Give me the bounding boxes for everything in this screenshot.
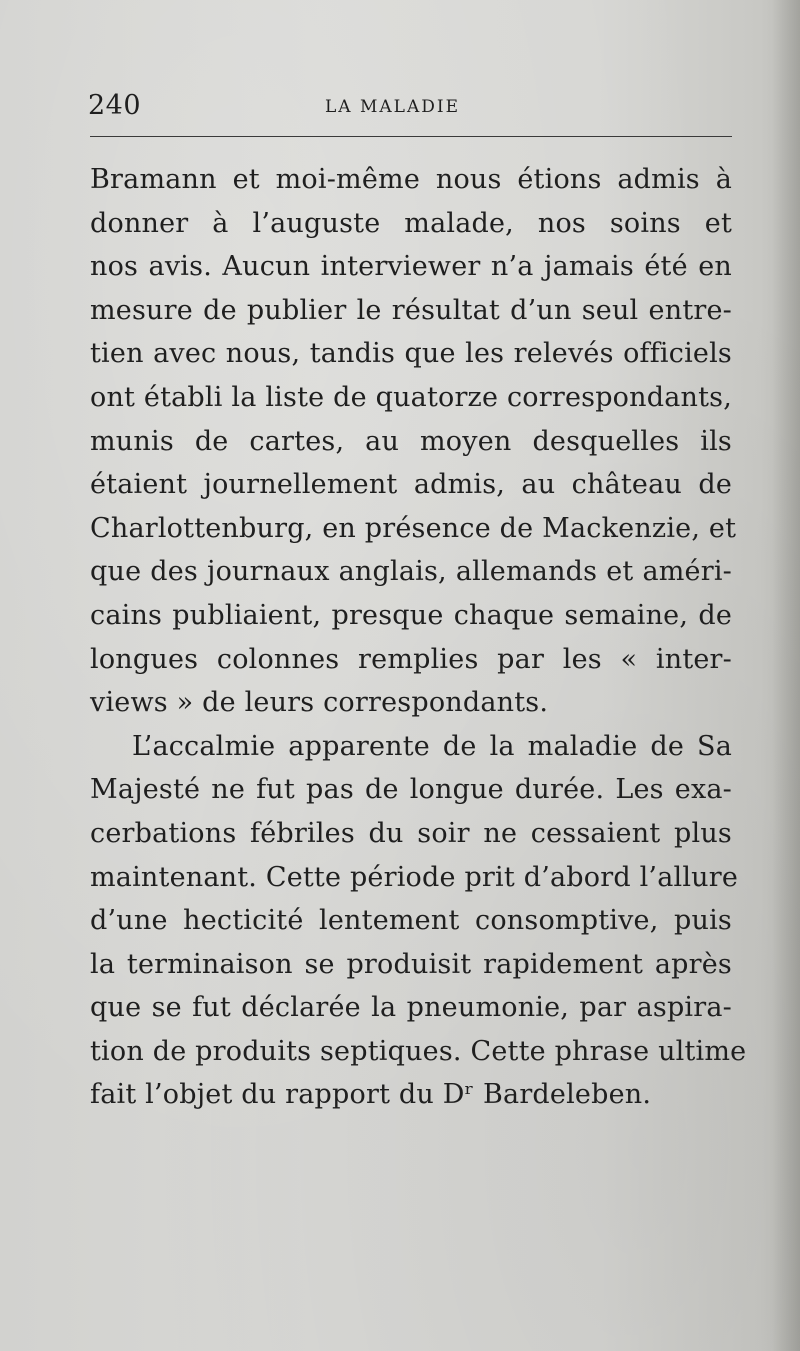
text-line: cerbations fébriles du soir ne cessaient plus bbox=[90, 817, 732, 849]
text-line: mesure de publier le résultat d’un seul entre- bbox=[90, 294, 732, 326]
text-line: L’accalmie apparente de la maladie de Sa bbox=[132, 730, 732, 762]
running-head: LA MALADIE bbox=[325, 97, 460, 117]
text-line: Charlottenburg, en présence de Mackenzie, et bbox=[90, 512, 737, 544]
text-line: que des journaux anglais, allemands et améri- bbox=[90, 556, 732, 588]
header-rule bbox=[90, 136, 732, 137]
text-line: étaient journellement admis, au château de bbox=[90, 469, 732, 501]
text-line: ont établi la liste de quatorze correspondants, bbox=[90, 381, 732, 413]
text-line: Majesté ne fut pas de longue durée. Les exa- bbox=[90, 774, 732, 806]
text-line: donner à l’auguste malade, nos soins et bbox=[90, 207, 732, 239]
text-line: tien avec nous, tandis que les relevés officiels bbox=[90, 338, 732, 370]
body-text bbox=[90, 158, 747, 1117]
text-line: fait l’objet du rapport du Dʳ Bardeleben. bbox=[90, 1079, 652, 1111]
text-line: maintenant. Cette période prit d’abord l’allure bbox=[90, 861, 739, 893]
text-line: Bramann et moi-même nous étions admis à bbox=[90, 164, 732, 195]
page-number: 240 bbox=[88, 90, 142, 121]
text-line: nos avis. Aucun interviewer n’a jamais été en bbox=[90, 251, 732, 283]
text-line: d’une hecticité lentement consomptive, puis bbox=[90, 905, 732, 937]
text-line: longues colonnes remplies par les « inter- bbox=[90, 643, 732, 675]
page-header bbox=[88, 88, 734, 124]
text-line: que se fut déclarée la pneumonie, par aspira- bbox=[90, 992, 732, 1024]
text-line: munis de cartes, au moyen desquelles ils bbox=[90, 425, 732, 457]
text-line: la terminaison se produisit rapidement après bbox=[90, 948, 732, 980]
text-line: cains publiaient, presque chaque semaine, de bbox=[90, 599, 732, 631]
text-line: tion de produits septiques. Cette phrase ultime bbox=[90, 1035, 747, 1067]
page-edge-shadow bbox=[772, 0, 800, 1351]
text-line: views » de leurs correspondants. bbox=[90, 687, 549, 719]
